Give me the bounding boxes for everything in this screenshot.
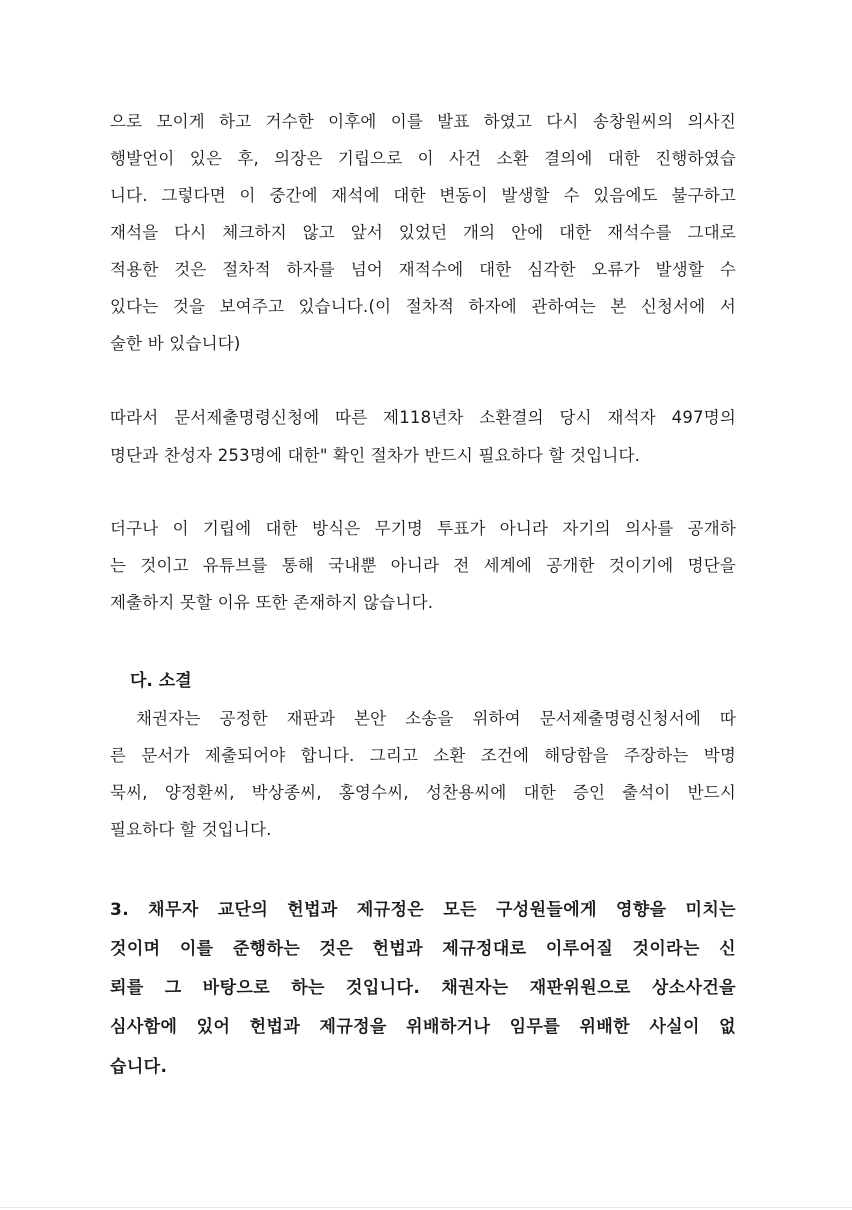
paragraph-3-line-2: 는 것이고 유튜브를 통해 국내뿐 아니라 전 세계에 공개한 것이기에 명단을 <box>110 556 736 575</box>
section-heading: 다. 소결 <box>130 671 192 691</box>
paragraph-4-line-1: 채권자는 공정한 재판과 본안 소송을 위하여 문서제출명령신청서에 따 <box>136 709 736 728</box>
paragraph-2-line-2: 명단과 찬성자 253명에 대한" 확인 절차가 반드시 필요하다 할 것입니다. <box>110 446 641 465</box>
paragraph-1-line-4: 재석을 다시 체크하지 않고 앞서 있었던 개의 안에 대한 재석수를 그대로 <box>110 223 736 242</box>
paragraph-4-line-3: 묵씨, 양정환씨, 박상종씨, 홍영수씨, 성찬용씨에 대한 증인 출석이 반드시 <box>110 783 736 802</box>
paragraph-5-line-4: 심사함에 있어 헌법과 제규정을 위배하거나 임무를 위배한 사실이 없 <box>110 1017 736 1037</box>
paragraph-5-line-3: 뢰를 그 바탕으로 하는 것입니다. 채권자는 재판위원으로 상소사건을 <box>110 978 736 998</box>
paragraph-1-line-1: 으로 모이게 하고 거수한 이후에 이를 발표 하였고 다시 송창원씨의 의사진 <box>110 112 736 131</box>
paragraph-1-line-2: 행발언이 있은 후, 의장은 기립으로 이 사건 소환 결의에 대한 진행하였습 <box>110 149 736 168</box>
paragraph-1-line-7: 술한 바 있습니다) <box>110 334 241 353</box>
paragraph-2-line-1: 따라서 문서제출명령신청에 따른 제118년차 소환결의 당시 재석자 497명의 <box>110 408 736 427</box>
paragraph-3-line-3: 제출하지 못할 이유 또한 존재하지 않습니다. <box>110 593 434 612</box>
paragraph-4-line-2: 른 문서가 제출되어야 합니다. 그리고 소환 조건에 해당함을 주장하는 박명 <box>110 746 736 765</box>
paragraph-5-line-5: 습니다. <box>110 1057 168 1077</box>
paragraph-1-line-5: 적용한 것은 절차적 하자를 넘어 재적수에 대한 심각한 오류가 발생할 수 <box>110 260 736 279</box>
paragraph-1-line-3: 니다. 그렇다면 이 중간에 재석에 대한 변동이 발생할 수 있음에도 불구하고 <box>110 186 736 205</box>
paragraph-3-line-1: 더구나 이 기립에 대한 방식은 무기명 투표가 아니라 자기의 의사를 공개하 <box>110 519 736 538</box>
paragraph-5-line-2: 것이며 이를 준행하는 것은 헌법과 제규정대로 이루어질 것이라는 신 <box>110 939 737 959</box>
paragraph-5-line-1: 3. 채무자 교단의 헌법과 제규정은 모든 구성원들에게 영향을 미치는 <box>110 900 736 920</box>
paragraph-4-line-4: 필요하다 할 것입니다. <box>110 820 272 839</box>
paragraph-1-line-6: 있다는 것을 보여주고 있습니다.(이 절차적 하자에 관하여는 본 신청서에 서 <box>110 297 736 316</box>
page-bottom-edge <box>0 1207 852 1208</box>
